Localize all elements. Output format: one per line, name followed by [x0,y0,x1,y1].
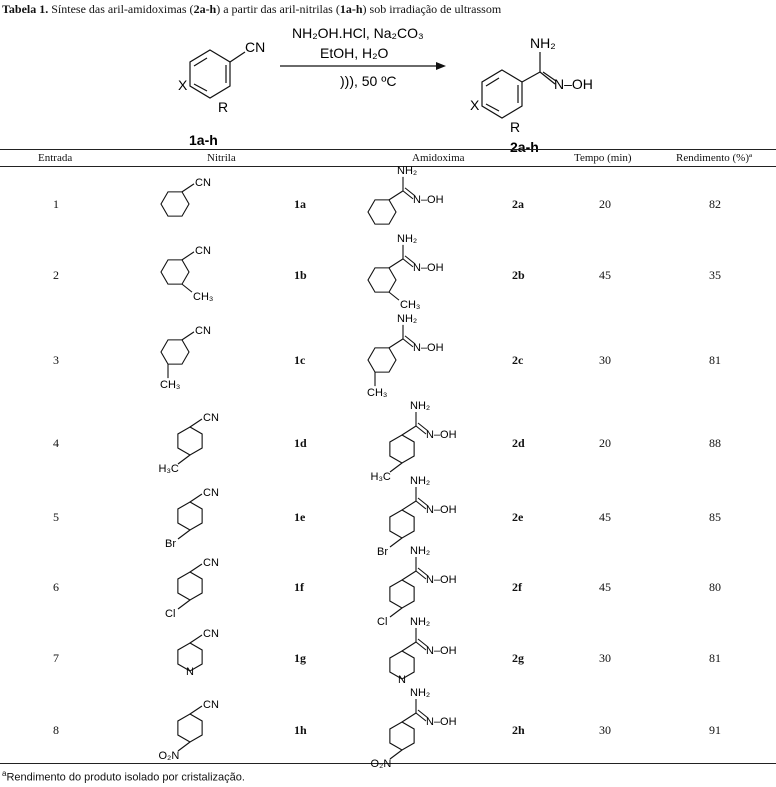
nitrile-para-bond [178,530,190,539]
reagent-line-1: NH₂OH.HCl, Na₂CO₃ [292,25,424,41]
amidoxime-noh-label: N‒OH [426,504,457,516]
nitrile-para-bond [178,600,190,609]
row-1-yield: 82 [709,197,721,211]
nitrile-ch3-label: CH₃ [160,379,181,392]
row-8-time: 30 [599,723,611,737]
reagent-line-2: EtOH, H₂O [320,45,389,61]
amidoxime-double-bond [416,571,426,579]
nitrile-cn-bond [190,494,202,502]
reactant-r: R [218,99,229,115]
amidoxime-nh2-label: NH₂ [410,687,431,699]
amidoxime-double-bond [403,191,413,199]
caption-product-code: 2a-h [193,2,217,16]
header-rendimento: Rendimento (%)ª [676,152,753,164]
row-7-structures [178,616,457,686]
amidoxime-noh-label: N‒OH [426,716,457,728]
amidoxime-para-bond [390,750,402,759]
nitrile-cn-label: CN [203,557,219,569]
amidoxime-para-bond [390,463,402,472]
amidoxime-double-bond [416,713,426,721]
nitrile-cn-label: CN [203,628,219,640]
nitrile-cn-bond [182,184,194,192]
row-5-entry: 5 [53,510,59,524]
row-2-yield: 35 [709,268,721,282]
amidoxime-double-bond [416,642,426,650]
nitrile-cn-label: CN [203,699,219,711]
header-tempo: Tempo (min) [574,152,632,164]
nitrile-ring [161,192,189,216]
row-2-nitrile-code: 1b [294,268,307,282]
nitrile-ring [178,572,202,600]
row-8-yield: 91 [709,723,721,737]
amidoxime-para-label: O₂N [370,758,392,770]
amidoxime-nh2-label: NH₂ [397,312,418,325]
header-entrada: Entrada [38,152,73,164]
amidoxime-noh-label: N‒OH [413,193,444,206]
nitrile-cn-label: CN [195,324,211,337]
amidoxime-c-bond [389,259,403,268]
row-6-time: 45 [599,580,611,594]
header-amidoxima: Amidoxima [412,152,465,164]
nitrile-ring [178,502,202,530]
product-r: R [510,119,521,135]
product-code-label: 2a-h [510,139,539,155]
amidoxime-nh2-label: NH₂ [410,400,431,412]
amidoxime-c-bond [389,191,403,200]
row-3-time: 30 [599,353,611,367]
amidoxime-noh-label: N‒OH [426,574,457,586]
amidoxime-c-bond [402,571,416,580]
amidoxime-ring [390,510,414,538]
row-5-yield: 85 [709,510,721,524]
amidoxime-noh-label: N‒OH [426,645,457,657]
amidoxime-ring [390,435,414,463]
footnote-text: Rendimento do produto isolado por cristalização. [6,771,245,784]
row-6-amidoxime-code: 2f [512,580,522,594]
amidoxime-ch3-label: CH₃ [400,299,421,312]
amidoxime-ring [368,200,396,224]
nitrile-ring [161,260,189,284]
row-6-nitrile-code: 1f [294,580,304,594]
nitrile-cn-bond [182,332,194,340]
amidoxime-c-bond [389,339,403,348]
nitrile-cn-bond [190,419,202,427]
amidoxime-ring [390,580,414,608]
row-8-amidoxime-code: 2h [512,723,525,737]
row-3-entry: 3 [53,353,59,367]
row-1-time: 20 [599,197,611,211]
row-7-entry: 7 [53,651,59,665]
amidoxime-nh2-label: NH₂ [410,545,431,557]
nitrile-cn-label: CN [203,412,219,424]
reactant-cn: CN [245,39,266,55]
nitrile-cn-bond [190,635,202,643]
row-2-entry: 2 [53,268,59,282]
amidoxime-ch3-label: CH₃ [367,387,388,400]
reagent-line-3: ))), 50 ºC [340,73,397,89]
row-6-entry: 6 [53,580,59,594]
nitrile-cn-label: CN [203,487,219,499]
row-4-time: 20 [599,436,611,450]
nitrile-para-label: H₃C [158,463,179,475]
row-5-time: 45 [599,510,611,524]
row-8-entry: 8 [53,723,59,737]
row-5-nitrile-code: 1e [294,510,306,524]
nitrile-cn-label: CN [195,176,211,189]
amidoxime-nh2-label: NH₂ [397,164,418,177]
amidoxime-para-bond [390,608,402,617]
product-noh: N‒OH [554,76,593,92]
row-1-structures [161,165,444,224]
amidoxime-noh-label: N‒OH [413,261,444,274]
footnote-mark: a [2,769,7,778]
nitrile-cn-bond [190,706,202,714]
row-4-structures [159,400,457,483]
amidoxime-nh2-label: NH₂ [410,475,431,487]
row-7-yield: 81 [709,651,721,665]
row-4-nitrile-code: 1d [294,436,307,450]
reactant-x: X [178,77,188,93]
row-7-amidoxime-code: 2g [512,651,524,665]
header-nitrila: Nitrila [207,152,236,164]
amidoxime-double-bond [403,339,413,347]
nitrile-cn-label: CN [195,244,211,257]
amidoxime-c-bond [402,642,416,651]
row-1-entry: 1 [53,197,59,211]
nitrile-ch3-bond [182,284,192,292]
amidoxime-double-bond [416,501,426,509]
amidoxime-para-label: Br [377,546,388,558]
row-2-time: 45 [599,268,611,282]
amidoxime-pyridine-n: N [398,674,406,686]
caption-reactant-code: 1a-h [339,2,363,16]
caption-label: Tabela 1. [2,2,49,16]
amidoxime-ring [368,268,396,292]
amidoxime-double-bond [416,426,426,434]
amidoxime-para-label: H₃C [370,471,391,483]
row-4-yield: 88 [709,436,721,450]
reactant-code-label: 1a-h [189,132,218,148]
row-8-nitrile-code: 1h [294,723,307,737]
amidoxime-ch3-bond [389,292,399,300]
amidoxime-noh-label: N‒OH [426,429,457,441]
row-7-nitrile-code: 1g [294,651,306,665]
amidoxime-ring [368,348,396,372]
nitrile-ch3-label: CH₃ [193,291,214,304]
nitrile-cn-bond [190,564,202,572]
amidoxime-nh2-label: NH₂ [397,232,418,245]
caption-text-2: ) a partir das aril-nitrilas ( [216,2,340,16]
amidoxime-para-label: Cl [377,616,388,628]
row-3-amidoxime-code: 2c [512,353,524,367]
nitrile-para-bond [178,455,190,464]
row-7-time: 30 [599,651,611,665]
nitrile-ring [178,714,202,742]
row-4-amidoxime-code: 2d [512,436,525,450]
product-nh2: NH₂ [530,35,556,51]
caption-text-1: Síntese das aril-amidoximas ( [48,2,194,16]
nitrile-ring [161,340,189,364]
row-3-nitrile-code: 1c [294,353,306,367]
row-1-nitrile-code: 1a [294,197,306,211]
amidoxime-c-bond [402,426,416,435]
amidoxime-nh2-label: NH₂ [410,616,431,628]
amidoxime-noh-label: N‒OH [413,341,444,354]
nitrile-para-label: Cl [165,608,176,620]
amidoxime-para-bond [390,538,402,547]
row-8-structures [159,687,457,770]
row-1-amidoxime-code: 2a [512,197,524,211]
nitrile-para-bond [178,742,190,751]
table-footnote [2,769,245,784]
caption-text-3: ) sob irradiação de ultrassom [362,2,502,16]
amidoxime-double-bond [403,259,413,267]
row-5-amidoxime-code: 2e [512,510,524,524]
row-6-yield: 80 [709,580,721,594]
product-x: X [470,97,480,113]
row-4-entry: 4 [53,436,59,450]
row-3-yield: 81 [709,353,721,367]
amidoxime-ring [390,722,414,750]
amidoxime-c-bond [402,713,416,722]
nitrile-para-label: Br [165,538,176,550]
nitrile-ring [178,427,202,455]
amidoxime-c-bond [402,501,416,510]
nitrile-cn-bond [182,252,194,260]
nitrile-pyridine-n: N [186,666,194,678]
row-2-amidoxime-code: 2b [512,268,525,282]
nitrile-para-label: O₂N [158,750,180,762]
